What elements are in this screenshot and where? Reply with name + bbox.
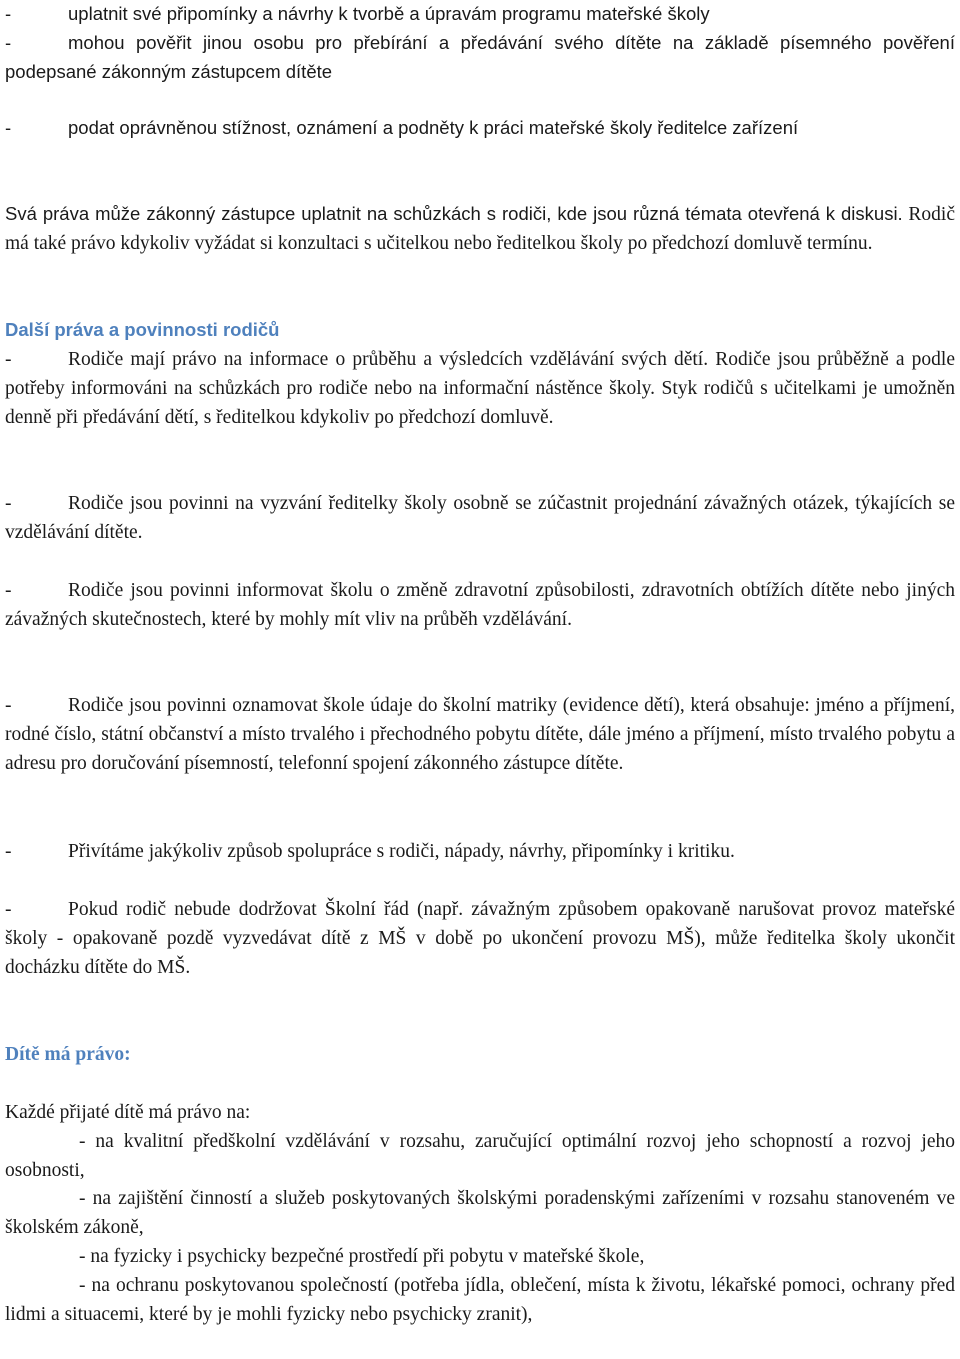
- bullet-dash: -: [5, 695, 12, 716]
- child-right-item: - na fyzicky i psychicky bezpečné prostředí při pobytu v mateřské škole,: [79, 1245, 645, 1267]
- other-bullet-4: [5, 692, 955, 778]
- child-right-item: - na zajištění činností a služeb poskytovaných školskými poradenskými zařízeními v rozsahu stanoveném ve školském zákoně,: [5, 1188, 955, 1239]
- parent-rights-list: [5, 0, 955, 86]
- bullet-text: podat oprávněnou stížnost, oznámení a podněty k práci mateřské školy ředitelce zařízení: [68, 117, 799, 138]
- bullet-text: Rodiče jsou povinni na vyzvání ředitelky školy osobně se zúčastnit projednání závažných otázek, týkajících se vzdělávání dítěte.: [5, 493, 955, 543]
- bullet-dash: -: [5, 117, 12, 138]
- bullet-dash: -: [5, 899, 12, 920]
- bullet-item: [5, 490, 955, 548]
- bullet-text: mohou pověřit jinou osobu pro přebírání a předávání svého dítěte na základě písemného pověření podepsané zákonným zástupcem dítěte: [5, 31, 955, 82]
- child-right-item: - na kvalitní předškolní vzdělávání v rozsahu, zaručující optimální rozvoj jeho schopností a rozvoj jeho osobnosti,: [5, 1130, 955, 1181]
- child-right-item: - na ochranu poskytovanou společností (potřeba jídla, oblečení, místa k životu, lékařské pomoci, ochrany před lidmi a situacemi, které by je mohli fyzicky nebo psychicky zranit),: [5, 1274, 955, 1325]
- bullet-text: Rodiče mají právo na informace o průběhu a výsledcích vzdělávání svých dětí. Rodiče jsou průběžně a podle potřeby informováni na schůzkách pro rodiče nebo na informační nástěnce školy. Styk rodičů s učitelkami je umožněn denně při předávání dětí, s ředitelkou kdykoliv po předchozí domluvě.: [5, 349, 955, 428]
- other-bullet-1: [5, 346, 955, 432]
- bullet-dash: -: [5, 841, 12, 862]
- other-bullet-5: [5, 838, 955, 867]
- other-bullet-6: [5, 896, 955, 982]
- bullet-dash: -: [5, 31, 12, 53]
- rights-paragraph: [5, 200, 955, 259]
- bullet-text: Rodiče jsou povinni informovat školu o změně zdravotní způsobilosti, zdravotních obtížích dítěte nebo jiných závažných skutečnostech, které by mohly mít vliv na průběh vzdělávání.: [5, 580, 955, 630]
- bullet-text: Přivítáme jakýkoliv způsob spolupráce s rodiči, nápady, návrhy, připomínky i kritiku.: [68, 841, 735, 862]
- other-bullet-3: [5, 577, 955, 635]
- bullet-item: [5, 838, 955, 867]
- parent-rights-list-2: [5, 114, 955, 143]
- child-intro: Každé přijaté dítě má právo na:: [5, 1102, 251, 1123]
- bullet-item: [5, 577, 955, 635]
- bullet-item: [5, 896, 955, 982]
- child-rights: [5, 1099, 955, 1329]
- bullet-dash: -: [5, 580, 12, 601]
- section-heading-other: [5, 316, 955, 345]
- section-heading-child: [5, 1041, 955, 1070]
- rights-sans-text: Svá práva může zákonný zástupce uplatnit na schůzkách s rodiči, kde jsou různá témata otevřená k diskusi.: [5, 203, 903, 224]
- rights-serif-text: Rodič má také právo kdykoliv vyžádat si konzultaci s učitelkou nebo ředitelkou školy po předchozí domluvě termínu.: [5, 204, 955, 254]
- bullet-item: [5, 346, 955, 432]
- bullet-text: uplatnit své připomínky a návrhy k tvorbě a úpravám programu mateřské školy: [68, 3, 710, 24]
- bullet-text: Rodiče jsou povinni oznamovat škole údaje do školní matriky (evidence dětí), která obsahuje: jméno a příjmení, rodné číslo, státní občanství a místo trvalého i přechodného pobytu dítěte, dále jméno a příjmení, místo trvalého pobytu a adresu pro doručování písemností, telefonní spojení zákonného zástupce dítěte.: [5, 695, 955, 774]
- heading-child: Dítě má právo:: [5, 1044, 131, 1065]
- bullet-dash: -: [5, 493, 12, 514]
- other-bullet-2: [5, 490, 955, 548]
- bullet-item: [5, 692, 955, 778]
- bullet-text: Pokud rodič nebude dodržovat Školní řád (např. závažným způsobem opakovaně narušovat provoz mateřské školy - opakovaně pozdě vyzvedávat dítě z MŠ v době po ukončení provozu MŠ), může ředitelka školy ukončit docházku dítěte do MŠ.: [5, 899, 955, 978]
- heading-other: Další práva a povinnosti rodičů: [5, 319, 280, 340]
- bullet-dash: -: [5, 3, 12, 24]
- bullet-item: [5, 0, 955, 29]
- bullet-item: [5, 114, 955, 143]
- bullet-dash: -: [5, 349, 12, 370]
- bullet-item: [5, 29, 955, 87]
